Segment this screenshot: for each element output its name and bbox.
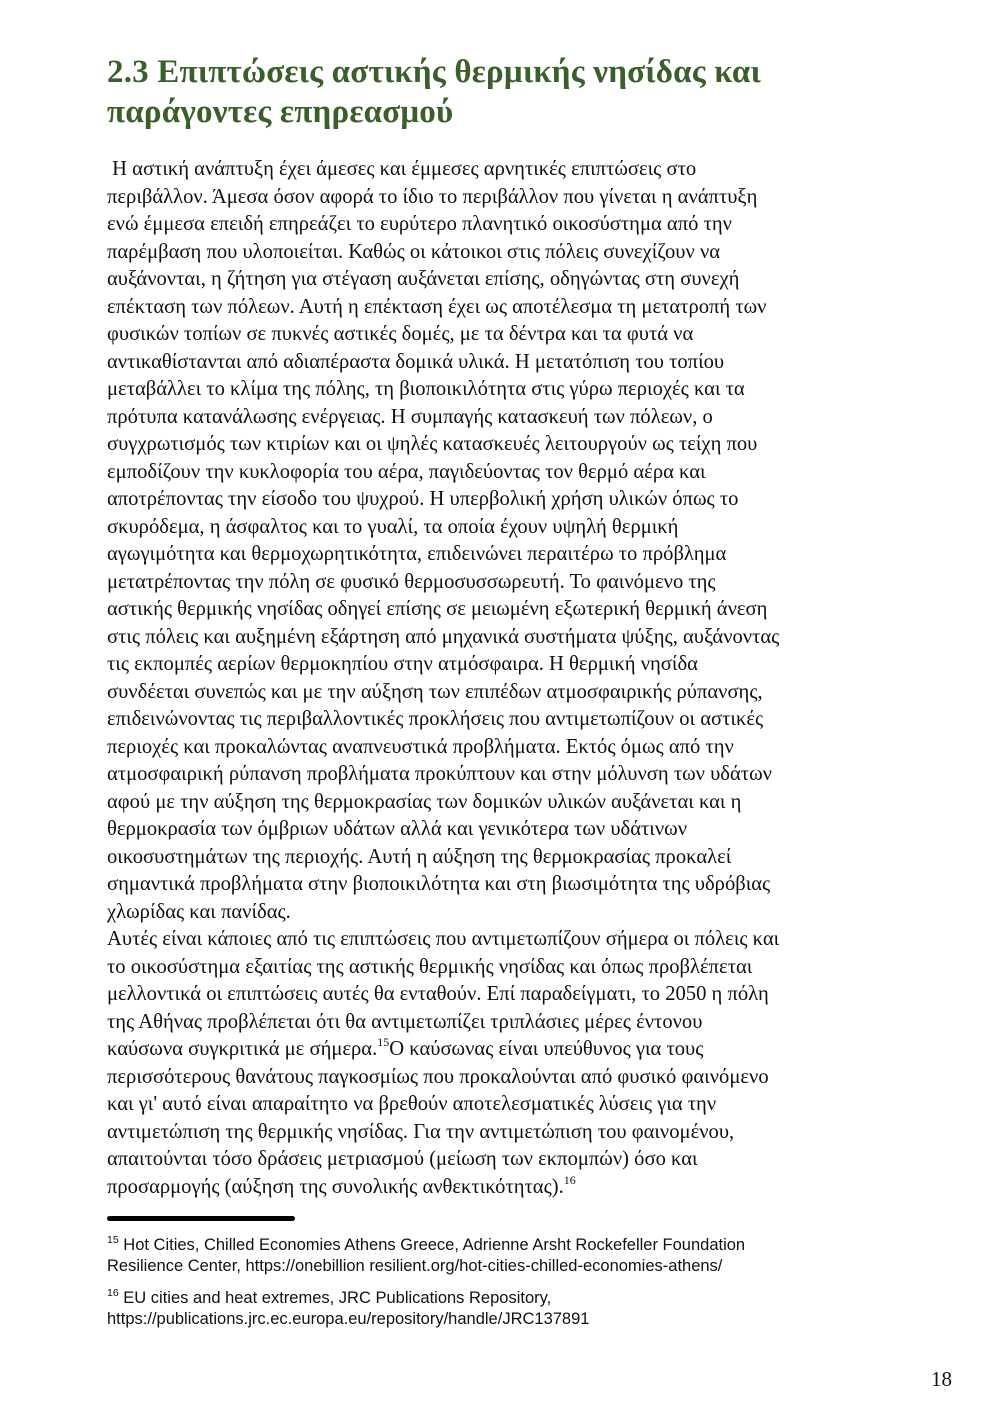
body-line: και γι' αυτό είναι απαραίτητο να βρεθούν αποτελεσματικές λύσεις για την: [107, 1093, 717, 1115]
body-line: πρότυπα κατανάλωσης ενέργειας. Η συμπαγής κατασκευή των πόλεων, ο: [107, 405, 713, 428]
footnote-15: [107, 1235, 907, 1277]
body-line: αντιμετώπιση της θερμικής νησίδας. Για την αντιμετώπιση του φαινομένου,: [107, 1120, 735, 1143]
body-line: θερμοκρασία των όμβριων υδάτων αλλά και γενικότερα των υδάτινων: [107, 818, 688, 840]
footnote-ref-15[interactable]: 15: [377, 1035, 390, 1049]
body-line: Η αστική ανάπτυξη έχει άμεσες και έμμεσες αρνητικές επιπτώσεις στο: [107, 158, 697, 180]
body-line: φυσικών τοπίων σε πυκνές αστικές δομές, με τα δέντρα και τα φυτά να: [107, 323, 694, 345]
footnotes: [107, 1235, 907, 1341]
page-number: 18: [931, 1367, 952, 1391]
body-line: μεταβάλλει το κλίμα της πόλης, τη βιοποικιλότητα στις γύρω περιοχές και τα: [107, 378, 745, 400]
body-line: αντικαθίστανται από αδιαπέραστα δομικά υλικά. Η μετατόπιση του τοπίου: [107, 350, 725, 373]
body-line: μελλοντικά οι επιπτώσεις αυτές θα ενταθούν. Επί παραδείγματι, το 2050 η πόλη: [107, 983, 769, 1005]
body-text: [107, 156, 907, 1201]
body-text-segment: καύσωνα συγκριτικά με σήμερα.: [107, 1038, 378, 1060]
footnote-link[interactable]: Resilience Center, https://onebillion resilient.org/hot-cities-chilled-economies-athens/: [107, 1257, 723, 1275]
body-line: συγχρωτισμός των κτιρίων και οι ψηλές κατασκευές λειτουργούν ως τείχη που: [107, 433, 758, 455]
footnote-separator: [107, 1216, 295, 1221]
footnote-text: Hot Cities, Chilled Economies Athens Greece, Adrienne Arsht Rockefeller Foundation: [123, 1236, 746, 1254]
footnote-ref-16[interactable]: 16: [563, 1172, 576, 1187]
section-heading-line-2: παράγοντες επηρεασμού: [107, 94, 454, 130]
body-line: εμποδίζουν την κυκλοφορία του αέρα, παγιδεύοντας τον θερμό αέρα και: [107, 460, 706, 483]
body-line: αυξάνονται, η ζήτηση για στέγαση αυξάνεται επίσης, οδηγώντας στη συνεχή: [107, 268, 740, 290]
body-line-with-ref-16: [107, 1174, 907, 1202]
footnote-text: EU cities and heat extremes, JRC Publications Repository,: [123, 1289, 552, 1307]
body-line: ατμοσφαιρική ρύπανση προβλήματα προκύπτουν και στην μόλυνση των υδάτων: [107, 763, 772, 785]
footnote-16: [107, 1288, 907, 1330]
body-line-with-ref-15: [107, 1036, 907, 1064]
body-line: στις πόλεις και αυξημένη εξάρτηση από μηχανικά συστήματα ψύξης, αυξάνοντας: [107, 625, 780, 648]
footnote-line: [107, 1288, 907, 1309]
body-line: οικοσυστημάτων της περιοχής. Αυτή η αύξηση της θερμοκρασίας προκαλεί: [107, 845, 732, 868]
body-line: αποτρέποντας την είσοδο του ψυχρού. Η υπερβολική χρήση υλικών όπως το: [107, 488, 739, 510]
body-line: ενώ έμμεσα επειδή επηρεάζει το ευρύτερο πλανητικό οικοσύστημα από την: [107, 213, 732, 235]
footnote-number: 15: [107, 1234, 119, 1246]
body-text-segment: προσαρμογής (αύξηση της συνολικής ανθεκτικότητας).: [107, 1175, 564, 1198]
body-line: συνδέεται συνεπώς και με την αύξηση των επιπέδων ατμοσφαιρικής ρύπανσης,: [107, 680, 763, 703]
body-line: παρέμβαση που υλοποιείται. Καθώς οι κάτοικοι στις πόλεις συνεχίζουν να: [107, 240, 721, 263]
body-line: περιοχές και προκαλώντας αναπνευστικά προβλήματα. Εκτός όμως από την: [107, 735, 734, 758]
body-line: χλωρίδας και πανίδας.: [107, 900, 291, 923]
section-heading-line-1: 2.3 Επιπτώσεις αστικής θερμικής νησίδας και: [107, 54, 761, 90]
body-line: αστικής θερμικής νησίδας οδηγεί επίσης σε μειωμένη εξωτερική θερμική άνεση: [107, 598, 768, 620]
section-heading: [107, 52, 967, 132]
body-line: επέκταση των πόλεων. Αυτή η επέκταση έχει ως αποτέλεσμα τη μετατροπή των: [107, 295, 767, 318]
body-text-segment: Ο καύσωνας είναι υπεύθυνος για τους: [389, 1038, 704, 1060]
body-line: περισσότερους θανάτους παγκοσμίως που προκαλούνται από φυσικό φαινόμενο: [107, 1065, 769, 1088]
body-line: τις εκπομπές αερίων θερμοκηπίου στην ατμόσφαιρα. Η θερμική νησίδα: [107, 653, 698, 675]
body-line: της Αθήνας προβλέπεται ότι θα αντιμετωπίζει τριπλάσιες μέρες έντονου: [107, 1010, 703, 1033]
body-line: επιδεινώνοντας τις περιβαλλοντικές προκλήσεις που αντιμετωπίζουν οι αστικές: [107, 708, 764, 730]
body-line: Αυτές είναι κάποιες από τις επιπτώσεις που αντιμετωπίζουν σήμερα οι πόλεις και: [107, 928, 780, 950]
body-line: αφού με την αύξηση της θερμοκρασίας των δομικών υλικών αυξάνεται και η: [107, 790, 742, 813]
body-line: σκυρόδεμα, η άσφαλτος και το γυαλί, τα οποία έχουν υψηλή θερμική: [107, 515, 679, 538]
body-line: αγωγιμότητα και θερμοχωρητικότητα, επιδεινώνει περαιτέρω το πρόβλημα: [107, 543, 727, 565]
body-line: απαιτούνται τόσο δράσεις μετριασμού (μείωση των εκπομπών) όσο και: [107, 1148, 698, 1170]
body-line: το οικοσύστημα εξαιτίας της αστικής θερμικής νησίδας και όπως προβλέπεται: [107, 955, 753, 978]
body-line: μετατρέποντας την πόλη σε φυσικό θερμοσυσσωρευτή. Το φαινόμενο της: [107, 570, 716, 593]
body-line: σημαντικά προβλήματα στην βιοποικιλότητα και στη βιωσιμότητα της υδρόβιας: [107, 873, 771, 895]
footnote-line: [107, 1235, 907, 1256]
footnote-link[interactable]: https://publications.jrc.ec.europa.eu/repository/handle/JRC137891: [107, 1310, 590, 1328]
footnote-number: 16: [107, 1287, 119, 1299]
body-line: περιβάλλον. Άμεσα όσον αφορά το ίδιο το περιβάλλον που γίνεται η ανάπτυξη: [107, 185, 758, 208]
